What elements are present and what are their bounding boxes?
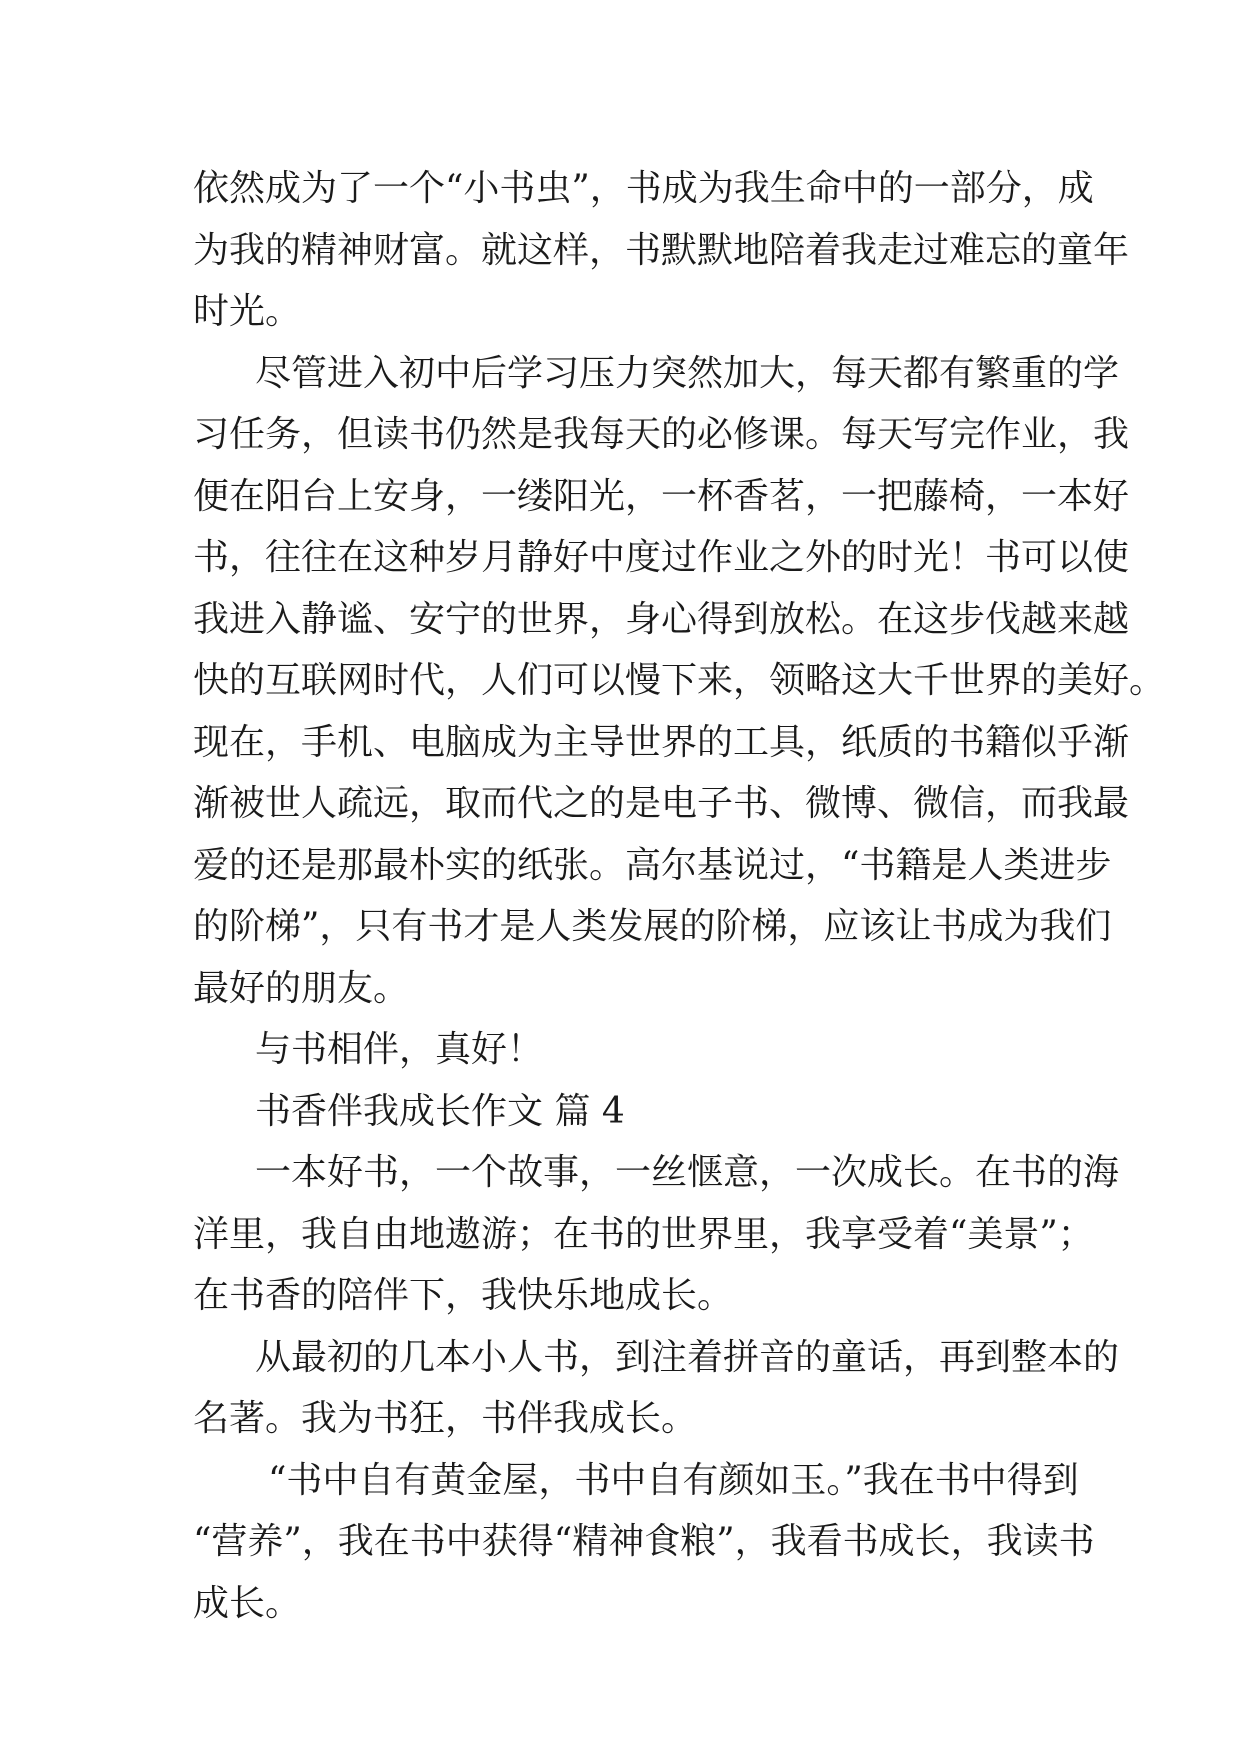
- text-line: “书中自有黄金屋，书中自有颜如玉。”我在书中得到: [268, 1459, 1079, 1501]
- text-line: 与书相伴，真好！: [255, 1029, 544, 1070]
- text-line: 洋里，我自由地遨游；在书的世界里，我享受着“美景”；: [193, 1213, 1094, 1255]
- text-line: 快的互联网时代，人们可以慢下来，领略这大千世界的美好。: [193, 660, 1166, 701]
- text-line: “营养”，我在书中获得“精神食粮”，我看书成长，我读书: [193, 1521, 1095, 1562]
- text-line: 在书香的陪伴下，我快乐地成长。: [193, 1275, 734, 1316]
- text-line: 时光。: [193, 291, 302, 332]
- text-line: 成长。: [193, 1582, 302, 1624]
- text-line: 为我的精神财富。就这样，书默默地陪着我走过难忘的童年: [193, 229, 1130, 271]
- text-line: 依然成为了一个“小书虫”，书成为我生命中的一部分，成: [193, 168, 1094, 209]
- text-line: 的阶梯”，只有书才是人类发展的阶梯，应该让书成为我们: [193, 906, 1112, 947]
- text-line: 一本好书，一个故事，一丝惬意，一次成长。在书的海: [255, 1152, 1120, 1193]
- text-line: 便在阳台上安身，一缕阳光，一杯香茗，一把藤椅，一本好: [193, 475, 1130, 517]
- text-line: 名著。我为书狂，书伴我成长。: [193, 1398, 698, 1439]
- text-line: 从最初的几本小人书，到注着拼音的童话，再到整本的: [255, 1336, 1120, 1378]
- text-line: 尽管进入初中后学习压力突然加大，每天都有繁重的学: [255, 352, 1120, 394]
- section-heading: 书香伴我成长作文 篇 4: [255, 1090, 625, 1132]
- text-line: 最好的朋友。: [193, 967, 410, 1009]
- text-line: 书，往往在这种岁月静好中度过作业之外的时光！书可以使: [193, 537, 1130, 578]
- text-line: 爱的还是那最朴实的纸张。高尔基说过，“书籍是人类进步: [193, 844, 1112, 886]
- text-line: 现在，手机、电脑成为主导世界的工具，纸质的书籍似乎渐: [193, 721, 1130, 763]
- text-line: 我进入静谧、安宁的世界，身心得到放松。在这步伐越来越: [193, 598, 1130, 640]
- text-line: 渐被世人疏远，取而代之的是电子书、微博、微信，而我最: [193, 783, 1130, 824]
- text-line: 习任务，但读书仍然是我每天的必修课。每天写完作业，我: [193, 414, 1130, 455]
- document-body: [193, 158, 1166, 1634]
